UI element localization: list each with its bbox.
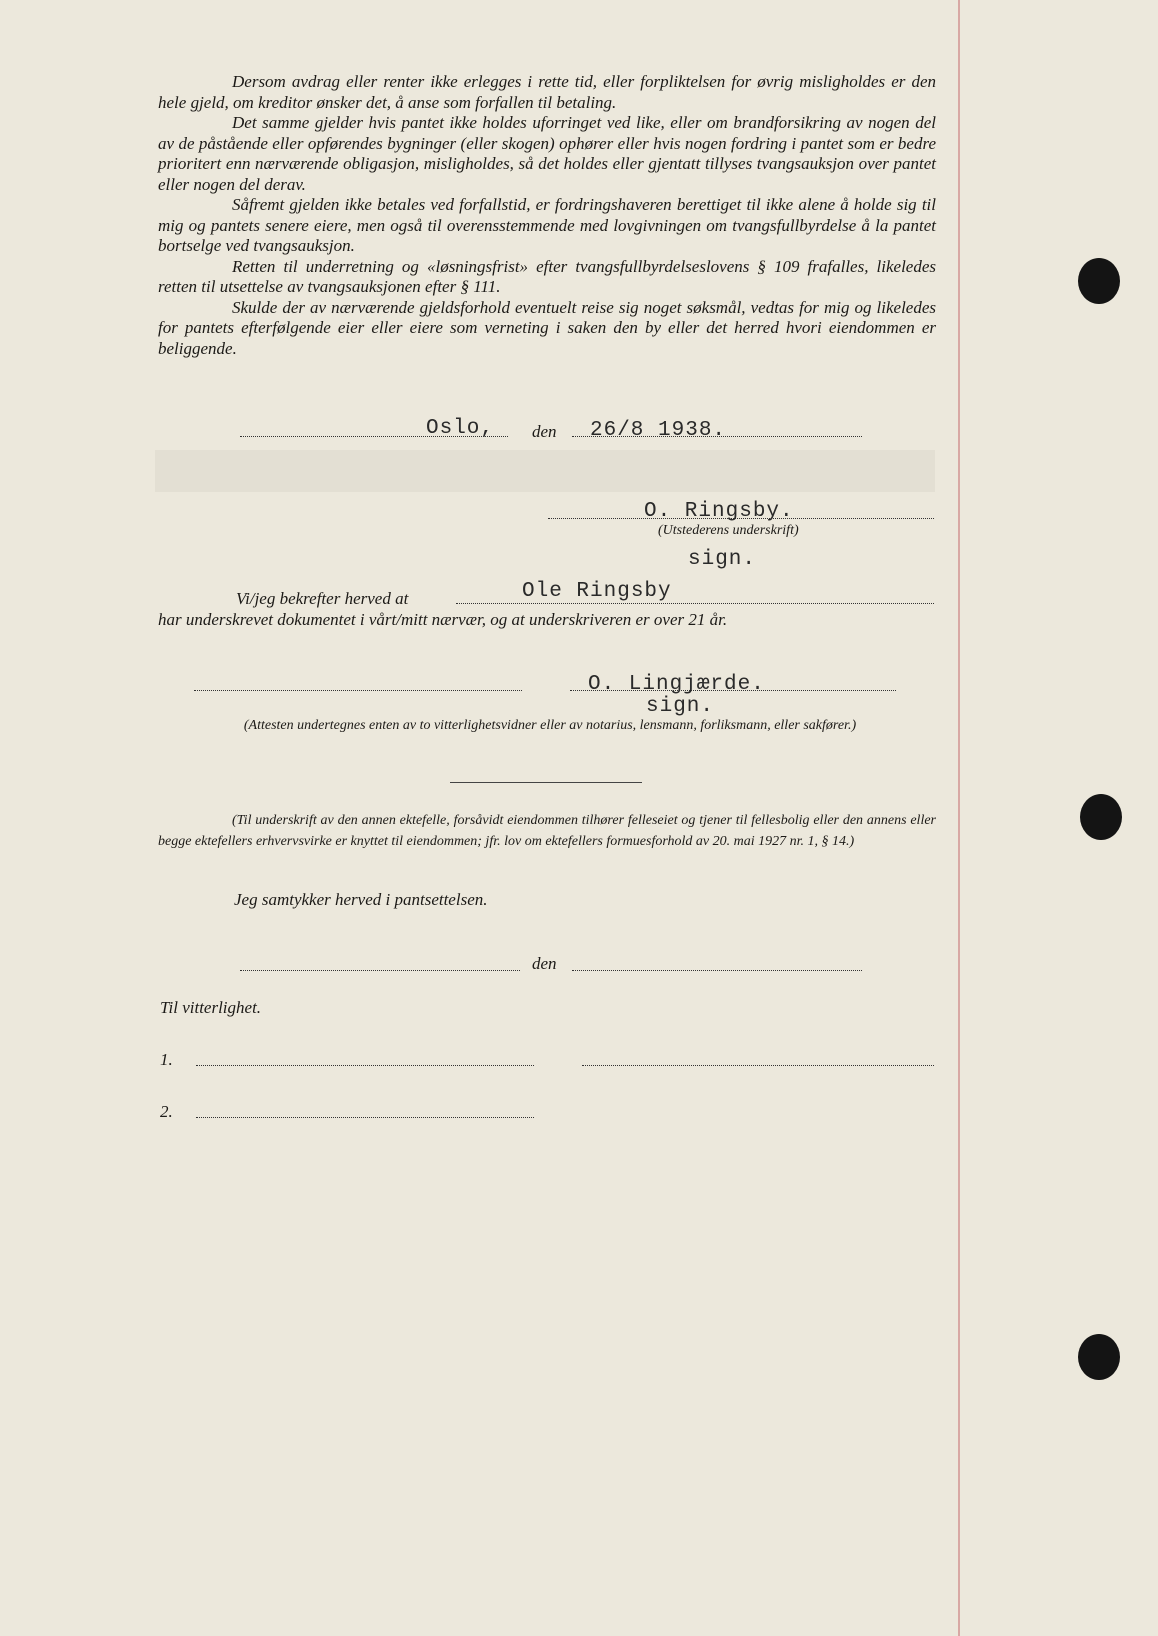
paragraph-notice: Retten til underretning og «løsningsfrist» efter tvangsfullbyrdelseslovens § 109 frafalles, likeledes retten til utsettelse av tvangsauksjonen efter § 111.	[158, 256, 936, 296]
consent-place-line	[240, 970, 520, 971]
date-value: 26/8 1938.	[590, 419, 727, 442]
punch-hole-top	[1078, 258, 1120, 304]
place-value: Oslo,	[426, 417, 495, 440]
witness-1-line	[194, 690, 522, 691]
witness-continuation: har underskrevet dokumentet i vårt/mitt nærvær, og at underskriveren er over 21 år.	[158, 610, 728, 629]
consent-text: Jeg samtykker herved i pantsettelsen.	[234, 890, 488, 909]
issuer-caption: (Utstederens underskrift)	[658, 523, 799, 538]
witness-number-1: 1.	[160, 1050, 173, 1069]
scan-shadow	[155, 450, 935, 492]
divider-rule	[450, 782, 642, 783]
issuer-sign: sign.	[688, 548, 757, 571]
witness-lead: Vi/jeg bekrefter herved at	[236, 589, 409, 608]
paragraph-forced-sale: Såfremt gjelden ikke betales ved forfallstid, er fordringshaveren berettiget til ikke alene å holde sig til mig og pantets senere eiere, men også til overensstemmende med lovgivningen om tvangsfullbyrdelse å la pantet bortselge ved tvangsauksjon.	[158, 195, 936, 255]
paragraph-insurance: Det samme gjelder hvis pantet ikke holdes uforringet ved like, eller om brandforsikring av nogen del av de påstående eller opførendes bygninger (eller skogen) ophører eller hvis nogen fordring i pantet som er bedre prioritert enn nærværende obligasjon, misligholdes, så det holdes eller gjentatt tillyses tvangsauksjon over pantet eller nogen del derav.	[158, 113, 936, 194]
witness-name-line	[456, 603, 934, 604]
witness-note: (Attesten undertegnes enten av to vitterlighetsvidner eller av notarius, lensmann, forliksmann, eller sakfører.)	[243, 718, 857, 733]
consent-witness-2-line	[196, 1117, 534, 1118]
til-vitterlighet: Til vitterlighet.	[160, 998, 262, 1017]
witness-name-value: Ole Ringsby	[522, 580, 672, 603]
consent-date-line	[572, 970, 862, 971]
margin-rule	[958, 0, 960, 1636]
witness-number-2: 2.	[160, 1102, 173, 1121]
body-text	[158, 72, 936, 359]
consent-den-label: den	[532, 954, 557, 973]
witness-sign: sign.	[646, 695, 715, 718]
issuer-typed-name: O. Ringsby.	[644, 500, 794, 523]
consent-witness-1-line	[196, 1065, 534, 1066]
consent-witness-1b-line	[582, 1065, 934, 1066]
paragraph-default: Dersom avdrag eller renter ikke erlegges i rette tid, eller forpliktelsen for øvrig misligholdes er den hele gjeld, om kreditor ønsker det, å anse som forfallen til betaling.	[158, 72, 936, 112]
punch-hole-bottom	[1078, 1334, 1120, 1380]
date-den-label: den	[532, 422, 557, 441]
witness-typed-name: O. Lingjærde.	[588, 673, 765, 696]
paragraph-venue: Skulde der av nærværende gjeldsforhold eventuelt reise sig noget søksmål, vedtas for mig og likeledes for pantets efterfølgende eier eller eiere som verneting i saken den by eller det herred hvori eiendommen er beliggende.	[158, 297, 936, 358]
punch-hole-middle	[1080, 794, 1122, 840]
spouse-note: (Til underskrift av den annen ektefelle, forsåvidt eiendommen tilhører felleseiet og tjener til fellesbolig eller den annens eller begge ektefellers erhvervsvirke er knyttet til eiendommen; jfr. lov om ektefellers formuesforhold av 20. mai 1927 nr. 1, § 14.)	[158, 813, 936, 849]
